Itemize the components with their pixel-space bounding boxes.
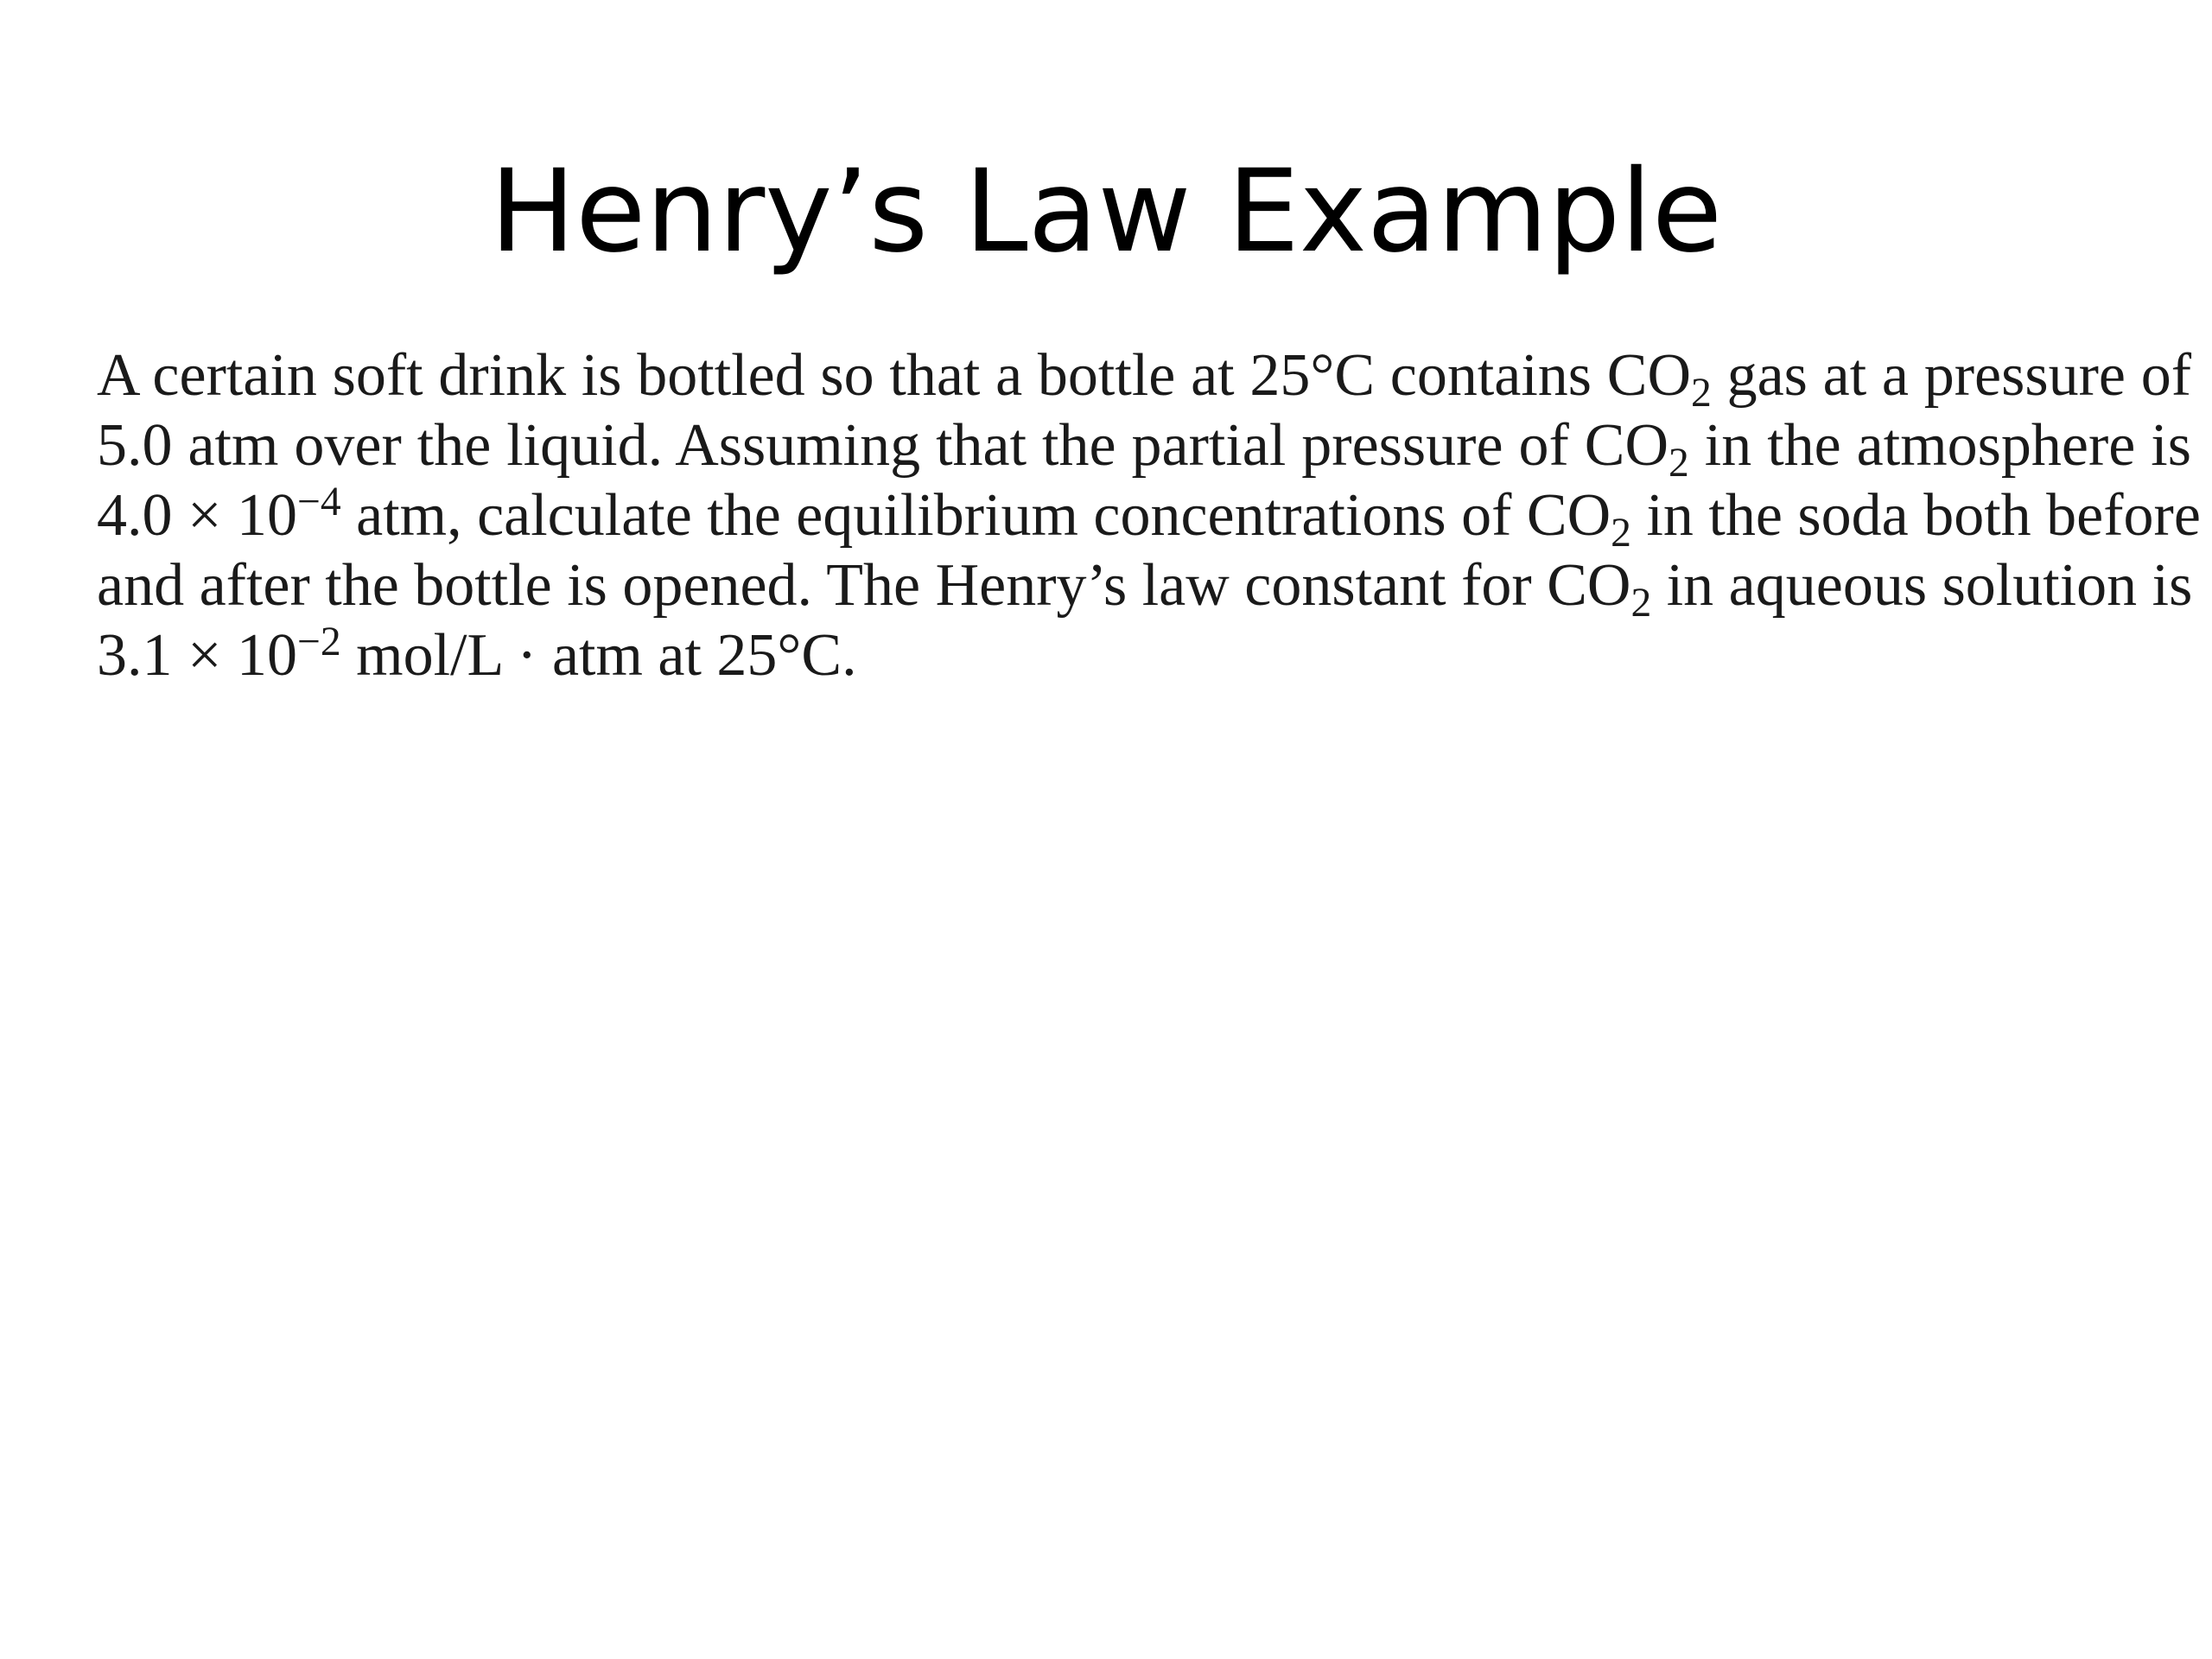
line-1-subscript: 2 — [1691, 371, 1712, 416]
line-3-text-a: 4.0 × 10 — [97, 482, 297, 549]
line-3-superscript: −4 — [296, 480, 341, 525]
line-4-text-a: and after the bottle is opened. The Henry’s law constant for CO — [97, 552, 1631, 619]
slide-title: Henry’s Law Example — [489, 145, 1723, 278]
line-2-text-a: 5.0 atm over the liquid. Assuming that the partial pressure of CO — [97, 412, 1669, 479]
problem-line-4 — [97, 550, 2193, 626]
line-1-text-b: gas at a pressure of — [1711, 342, 2192, 409]
line-2-subscript: 2 — [1669, 441, 1689, 486]
line-4-text-b: in aqueous solution is — [1651, 552, 2193, 619]
problem-line-5 — [97, 620, 2191, 690]
problem-line-2 — [97, 410, 2191, 486]
problem-statement — [97, 340, 2201, 690]
line-2-text-b: in the atmosphere is — [1688, 412, 2191, 479]
problem-line-3 — [97, 480, 2201, 556]
line-4-subscript: 2 — [1630, 581, 1652, 626]
line-3-subscript: 2 — [1611, 511, 1631, 556]
line-5-superscript: −2 — [296, 620, 341, 665]
problem-line-1 — [97, 340, 2192, 416]
line-3-text-b: atm, calculate the equilibrium concentrations of CO — [340, 482, 1611, 549]
line-5-text-b: mol/L · atm at 25°C. — [340, 622, 857, 689]
line-3-text-c: in the soda both before — [1630, 482, 2201, 549]
line-1-text-a: A certain soft drink is bottled so that a bottle at 25°C contains CO — [97, 342, 1692, 409]
line-5-text-a: 3.1 × 10 — [97, 622, 297, 689]
